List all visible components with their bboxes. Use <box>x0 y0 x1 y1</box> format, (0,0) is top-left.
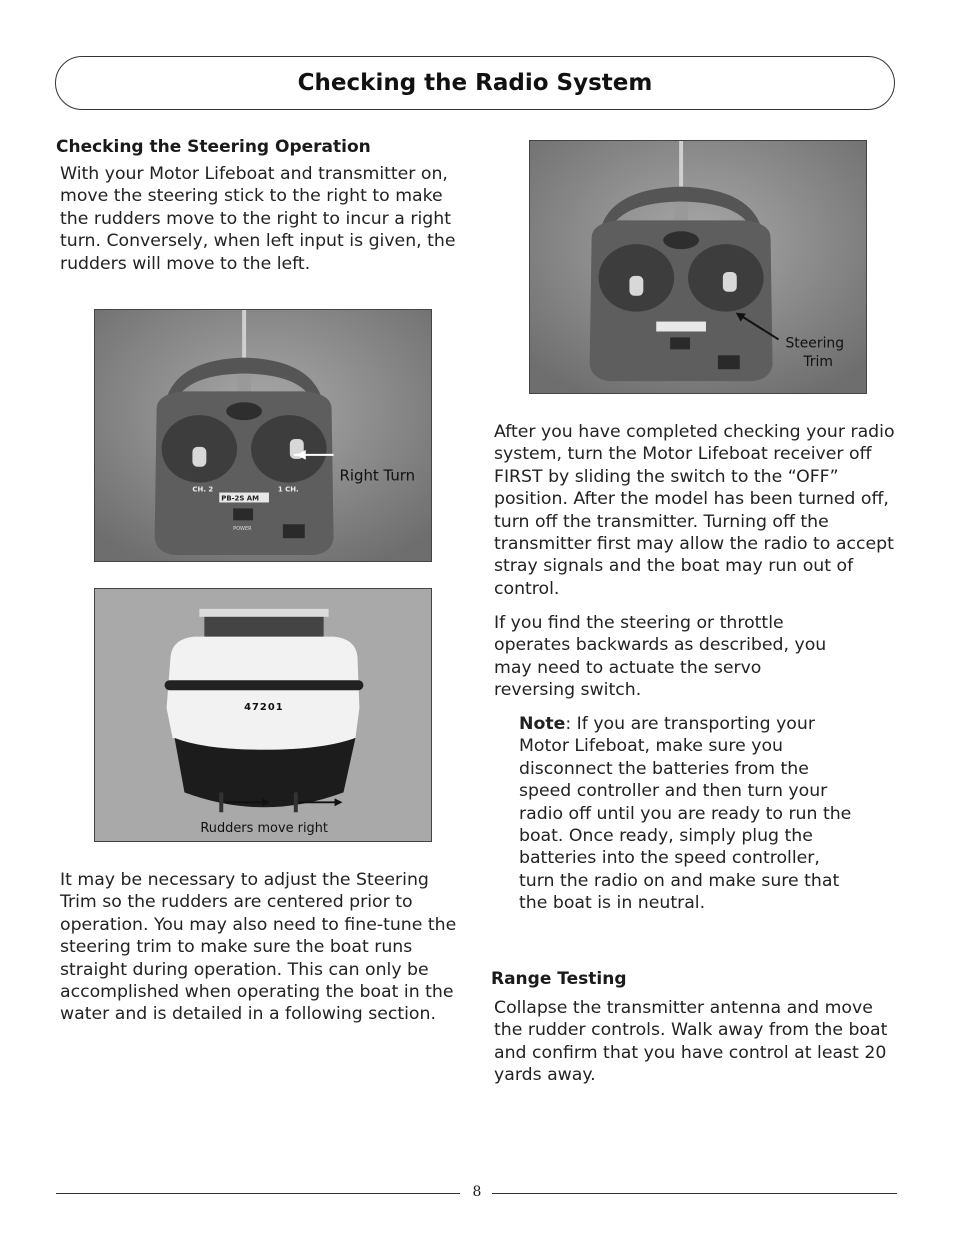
footer-rule-right <box>492 1193 897 1194</box>
title-banner <box>55 56 895 110</box>
note-label: Note <box>519 714 566 734</box>
range-testing-paragraph: Collapse the transmitter antenna and move the rudder controls. Walk away from the boat and confirm that you have control at least 20 yards away. <box>494 998 888 1086</box>
range-testing-heading: Range Testing <box>491 969 627 989</box>
steering-intro-paragraph: With your Motor Lifeboat and transmitter on, move the steering stick to the right to make the rudders move to the right to incur a right turn. Conversely, when left input is given, the rudders will move to the left. <box>60 164 456 274</box>
note-text: : If you are transporting your Motor Lifeboat, make sure you disconnect the batteries from the speed controller and then turn your radio off until you are ready to run the boat. Once ready, simply plug the batteries into the speed controller, turn the radio on and make sure that the boat is in neutral. <box>519 714 852 914</box>
rudders-move-right-caption: Rudders move right <box>200 821 328 837</box>
transmitter-steering-trim-photo <box>529 140 867 394</box>
transport-note <box>519 713 854 915</box>
transmitter-model-label: PB-2S AM <box>221 494 260 503</box>
page-title: Checking the Radio System <box>297 70 653 96</box>
steering-trim-caption-2: Trim <box>803 354 833 371</box>
servo-reversing-paragraph: If you find the steering or throttle operates backwards as described, you may need to actuate the servo reversing switch. <box>494 613 827 701</box>
transmitter-ch2-label: CH. 2 <box>192 485 214 494</box>
footer-rule-left <box>56 1193 460 1194</box>
steering-trim-caption-1: Steering <box>785 335 845 352</box>
transmitter-ch1-label: 1 CH. <box>277 485 299 494</box>
rudders-move-right-photo <box>94 588 432 842</box>
transmitter-power-label: POWER <box>233 526 252 533</box>
hull-number: 47201 <box>244 702 284 714</box>
transmitter-right-turn-photo <box>94 309 432 562</box>
steering-trim-paragraph: It may be necessary to adjust the Steering Trim so the rudders are centered prior to operation. You may also need to fine-tune the steering trim to make sure the boat runs straight during operation. This can only be accomplished when operating the boat in the water and is detailed in a following section. <box>60 870 457 1025</box>
steering-operation-heading: Checking the Steering Operation <box>56 137 371 157</box>
after-checking-paragraph: After you have completed checking your radio system, turn the Motor Lifeboat receiver off FIRST by sliding the switch to the “OFF” position. After the model has been turned off, turn off the transmitter. Turning off the transmitter first may allow the radio to accept stray signals and the boat may run out of control. <box>494 422 895 599</box>
right-turn-caption: Right Turn <box>339 466 416 485</box>
page-number: 8 <box>472 1184 482 1200</box>
